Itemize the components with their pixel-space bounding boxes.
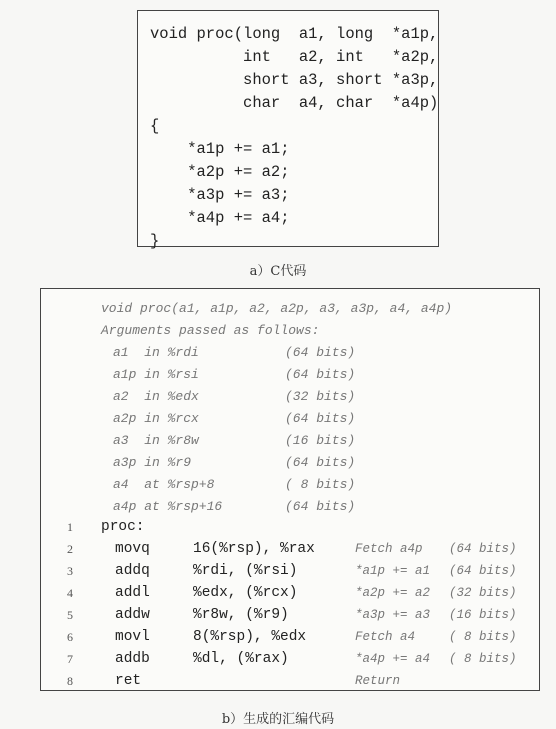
asm-instruction: addq (115, 563, 150, 579)
asm-label: proc: (101, 519, 145, 535)
asm-operands: %dl, (%rax) (193, 651, 289, 667)
argument-bits: (16 bits) (285, 433, 356, 448)
argument-bits: ( 8 bits) (285, 477, 356, 492)
asm-operands: 8(%rsp), %edx (193, 629, 307, 645)
c-code-line: *a1p += a1; (150, 140, 290, 158)
asm-instruction: addb (115, 651, 150, 667)
c-code-line: } (150, 232, 160, 250)
asm-operands: 16(%rsp), %rax (193, 541, 315, 557)
c-code-line: *a3p += a3; (150, 186, 290, 204)
caption-assembly: b）生成的汇编代码 (221, 712, 335, 727)
argument-location: a3p in %r9 (113, 455, 192, 470)
argument-bits: (64 bits) (285, 367, 356, 382)
line-number: 1 (67, 520, 73, 534)
line-number: 2 (67, 542, 73, 556)
argument-location: a3 in %r8w (113, 433, 199, 448)
caption-c-code: a）C代码 (249, 264, 307, 279)
line-number: 5 (67, 608, 73, 622)
argument-bits: (64 bits) (285, 499, 356, 514)
c-code-box (137, 10, 439, 250)
asm-instruction: movl (115, 629, 150, 645)
c-code-line: char a4, char *a4p) (150, 94, 439, 112)
argument-location: a1 in %rdi (113, 345, 199, 360)
asm-instruction: addw (115, 607, 150, 623)
argument-bits: (32 bits) (285, 389, 356, 404)
c-code-line: short a3, short *a3p, (150, 71, 439, 89)
argument-location: a4p at %rsp+16 (113, 499, 223, 514)
asm-comment-bits: (64 bits) (449, 564, 517, 578)
asm-comment-bits: (64 bits) (449, 542, 517, 556)
assembly-box (40, 288, 540, 691)
asm-operands: %rdi, (%rsi) (193, 563, 298, 579)
line-number: 8 (67, 674, 73, 688)
asm-operands: %edx, (%rcx) (193, 585, 298, 601)
argument-location: a4 at %rsp+8 (113, 477, 215, 492)
asm-comment-bits: (16 bits) (449, 608, 517, 622)
c-code-line: *a2p += a2; (150, 163, 290, 181)
argument-location: a2p in %rcx (113, 411, 199, 426)
line-number: 7 (67, 652, 73, 666)
asm-instruction: addl (115, 585, 150, 601)
line-number: 6 (67, 630, 73, 644)
asm-comment: *a1p += a1 (355, 564, 431, 578)
asm-comment: *a3p += a3 (355, 608, 431, 622)
asm-comment-bits: (32 bits) (449, 586, 517, 600)
argument-location: a2 in %edx (113, 389, 199, 404)
asm-comment-bits: ( 8 bits) (449, 652, 517, 666)
argument-bits: (64 bits) (285, 411, 356, 426)
asm-operands: %r8w, (%r9) (193, 607, 289, 623)
c-code-line: *a4p += a4; (150, 209, 290, 227)
arguments-heading: Arguments passed as follows: (101, 323, 320, 338)
argument-bits: (64 bits) (285, 345, 356, 360)
assembly-signature: void proc(a1, a1p, a2, a2p, a3, a3p, a4, a4p) (101, 301, 453, 316)
asm-comment: Return (355, 674, 401, 688)
c-code-line: int a2, int *a2p, (150, 48, 439, 66)
asm-instruction: ret (115, 673, 142, 689)
asm-comment: Fetch a4 (355, 630, 416, 644)
argument-bits: (64 bits) (285, 455, 356, 470)
c-code-line: { (150, 117, 160, 135)
asm-comment: *a4p += a4 (355, 652, 431, 666)
asm-comment: Fetch a4p (355, 542, 423, 556)
argument-location: a1p in %rsi (113, 367, 199, 382)
asm-instruction: movq (115, 541, 150, 557)
asm-comment: *a2p += a2 (355, 586, 431, 600)
line-number: 3 (67, 564, 73, 578)
c-code-line: void proc(long a1, long *a1p, (150, 25, 439, 43)
line-number: 4 (67, 586, 73, 600)
asm-comment-bits: ( 8 bits) (449, 630, 517, 644)
